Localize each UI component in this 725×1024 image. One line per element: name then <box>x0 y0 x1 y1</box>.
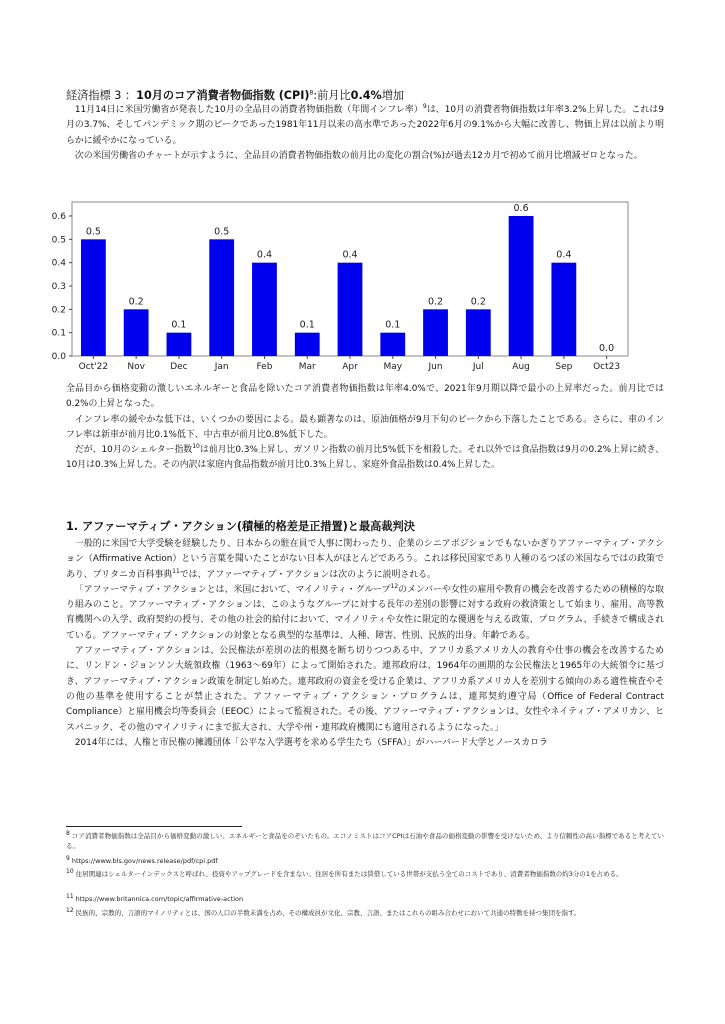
bar <box>380 333 405 356</box>
bar <box>423 309 448 356</box>
bar-data-label: 0.4 <box>556 249 572 261</box>
footnote-11: 11 https://www.britannica.com/topic/affirmative-action <box>66 892 244 903</box>
bar-data-label: 0.6 <box>513 203 529 214</box>
x-tick-label: Jul <box>472 362 484 372</box>
cpi-intro-text <box>66 103 664 164</box>
bar <box>81 239 106 356</box>
bar-data-label: 0.4 <box>342 249 358 261</box>
footnote-9: 9 https://www.bls.gov/news.release/pdf/cpi.pdf <box>66 854 218 865</box>
x-tick-label: Oct23 <box>593 362 621 372</box>
x-tick-label: Sep <box>555 362 573 372</box>
quote-paragraph: 「アファーマティブ・アクションとは、米国において、マイノリティ・グループ$^{12}$のメンバーや女性の雇用や教育の機会を改善するための積極的な取り組みのこと。アファーマティブ・アクションは、このようなグループに対する長年の差別の影響に対する政府の救済策として始まり、雇用、高等教育機関への入学、政府契約の授与、その他の社会的給付において、マイノリティや女性に限定的な優遇を与える政策、プログラム、手続きで構成されている。アファーマティブ・アクションの対象となる典型的な基準は、人種、障害、性別、民族的出身、年齢である。 <box>66 582 664 641</box>
footnote-8: 8 コア消費者物価指数は全品目から価格変動の激しい、エネルギーと食品をのぞいたもの。エコノミストはコアCPIは石油や食品の価格変動の影響を受けないため、より信頼性の高い指標であると考えている。 <box>66 829 664 850</box>
x-tick-label: Feb <box>256 362 273 372</box>
paragraph: インフレ率の緩やかな低下は、いくつかの要因による。最も顕著なのは、原油価格が9月下旬のピークから下落したことである。さらに、車のインフレ率は新車が前月比0.1%低下、中古車が前月比0.8%低下した。 <box>66 414 664 440</box>
x-tick-label: Nov <box>127 362 145 372</box>
footnote-link[interactable]: https://www.bls.gov/news.release/pdf/cpi.pdf <box>71 857 218 865</box>
bar-data-label: 0.1 <box>171 319 187 331</box>
bar-data-label: 0.2 <box>470 296 486 308</box>
footnote-link[interactable]: https://www.britannica.com/topic/affirmative-action <box>75 895 244 903</box>
bar <box>509 216 534 356</box>
cpi-monthly-bar-chart <box>42 194 642 372</box>
y-tick-label: 0.0 <box>51 352 66 362</box>
bar-data-label: 0.1 <box>385 319 401 331</box>
bar <box>124 309 149 356</box>
bar-data-label: 0.5 <box>85 226 101 238</box>
bar <box>209 239 234 356</box>
section-heading-affirmative-action: 1. アファーマティブ・アクション(積極的格差是正措置)と最高裁判決 <box>66 520 415 533</box>
y-tick-label: 0.2 <box>51 305 66 316</box>
y-tick-label: 0.4 <box>51 258 66 269</box>
x-tick-label: Apr <box>342 362 358 372</box>
bar <box>338 263 363 356</box>
bar <box>295 333 320 356</box>
bar <box>167 333 192 356</box>
chart-bars <box>81 216 576 356</box>
bar-data-label: 0.0 <box>599 343 615 354</box>
y-tick-label: 0.3 <box>51 282 66 292</box>
x-tick-label: Jun <box>428 362 443 372</box>
paragraph: 2014年には、人権と市民権の擁護団体「公平な入学選考を求める学生たち（SFFA）」がハーバード大学とノースカロラ <box>74 737 548 748</box>
x-tick-label: Dec <box>170 362 188 372</box>
y-tick-label: 0.6 <box>51 212 66 222</box>
footnote-10: 10 住居関連はシェルターインデックスと呼ばれ、投資やアップグレードを含まない、住居を所有または賃借している世帯が支払う全てのコストであり、消費者物価指数の約3分の1を占める。 <box>66 867 623 878</box>
x-tick-label: Jan <box>214 362 229 372</box>
paragraph: 一般的に米国で大学受験を経験したり、日本からの駐在員で人事に関わったり、企業のシニアポジションでもないかぎりアファーマティブ・アクション（Affirmative Action）という言葉を聞いたことがない日本人がほとんどであろう。これは移民国家であり人種のるつぼの米国ならではの政策であり、ブリタニカ百科事典$^{11}$では、アファーマティブ・アクションは次のように説明される。 <box>66 539 664 580</box>
bar-data-label: 0.1 <box>299 319 315 331</box>
y-tick-label: 0.1 <box>51 328 66 339</box>
bar-data-label: 0.2 <box>427 296 444 308</box>
paragraph: 11月14日に米国労働省が発表した10月の全品目の消費者物価指数（年間インフレ率）$^9$は、10月の消費者物価指数は年率3.2%上昇した。これは9月の3.7%、そしてパンデミック期のピークであった1981年11月以来の高水準であった2022年6月の9.1%から大幅に改善し、物価上昇は以前より明らかに緩やかになっている。 <box>66 103 664 146</box>
x-tick-label: Oct'22 <box>78 362 109 372</box>
y-tick-label: 0.5 <box>51 235 66 246</box>
x-tick-label: Aug <box>512 362 530 372</box>
bar-data-label: 0.5 <box>214 226 230 238</box>
bar <box>252 263 277 356</box>
footnote-12: 12 民族的、宗教的、言語的マイノリティとは、国の人口の半数未満を占め、その構成員が文化、宗教、言語、またはこれらの組み合わせにおいて共通の特徴を持つ集団を指す。 <box>66 906 581 917</box>
bar <box>551 263 576 356</box>
bar-data-label: 0.2 <box>128 296 144 308</box>
bar <box>466 309 491 356</box>
core-cpi-text <box>66 382 664 474</box>
paragraph: 次の米国労働省のチャートが示すように、全品目の消費者物価指数の前月比の変化の割合(%)が過去12カ月で初めて前月比増減ゼロとなった。 <box>74 150 643 161</box>
section-heading-cpi: 経済指標 3 ：10月のコア消費者物価指数 (CPI)$^8$:前月比0.4%増加 <box>66 89 405 102</box>
x-tick-label: Mar <box>298 362 316 372</box>
heading-cpi-title: 10月のコア消費者物価指数 (CPI) <box>136 89 310 102</box>
chart-svg <box>42 194 642 372</box>
footnote-divider <box>66 826 242 827</box>
paragraph: だが、10月のシェルター指数$^{10}$は前月比0.3%上昇し、ガソリン指数の前月比5%低下を相殺した。それ以外では食品指数は9月の0.2%上昇に続き、10月は0.3%上昇した。その内訳は家庭内食品指数が前月比0.3%上昇し、家庭外食品指数は0.4%上昇した。 <box>66 443 664 471</box>
paragraph: アファーマティブ・アクションは、公民権法が差別の法的根拠を断ち切りつつある中、アフリカ系アメリカ人の教育や仕事の機会を改善するために、リンドン・ジョンソン大統領政権（1963～69年）によって開始された。連邦政府は、1964年の画期的な公民権法と1965年の大統領令に基づき、アファーマティブ・アクション政策を制定し始めた。連邦政府の資金を受ける企業は、アフリカ系アメリカ人を差別する傾向のある適性検査やその他の基準を使用することが禁止された。アファーマティブ・アクション・プログラムは、連邦契約遵守局（Office of Federal Contract Compliance）と雇用機会均等委員会（EEOC）によって監視された。その後、アファーマティブ・アクションは、女性やネイティブ・アメリカン、ヒスパニック、その他のマイノリティにまで拡大され、大学や州・連邦政府機関にも適用されるようになった。」 <box>66 646 664 733</box>
affirmative-action-text <box>66 537 664 751</box>
paragraph: 全品目から価格変動の激しいエネルギーと食品を除いたコア消費者物価指数は年率4.0%で、2021年9月期以降で最小の上昇率だった。前月比では0.2%の上昇となった。 <box>66 384 664 410</box>
x-tick-label: May <box>383 362 403 372</box>
bar-data-label: 0.4 <box>256 249 273 261</box>
